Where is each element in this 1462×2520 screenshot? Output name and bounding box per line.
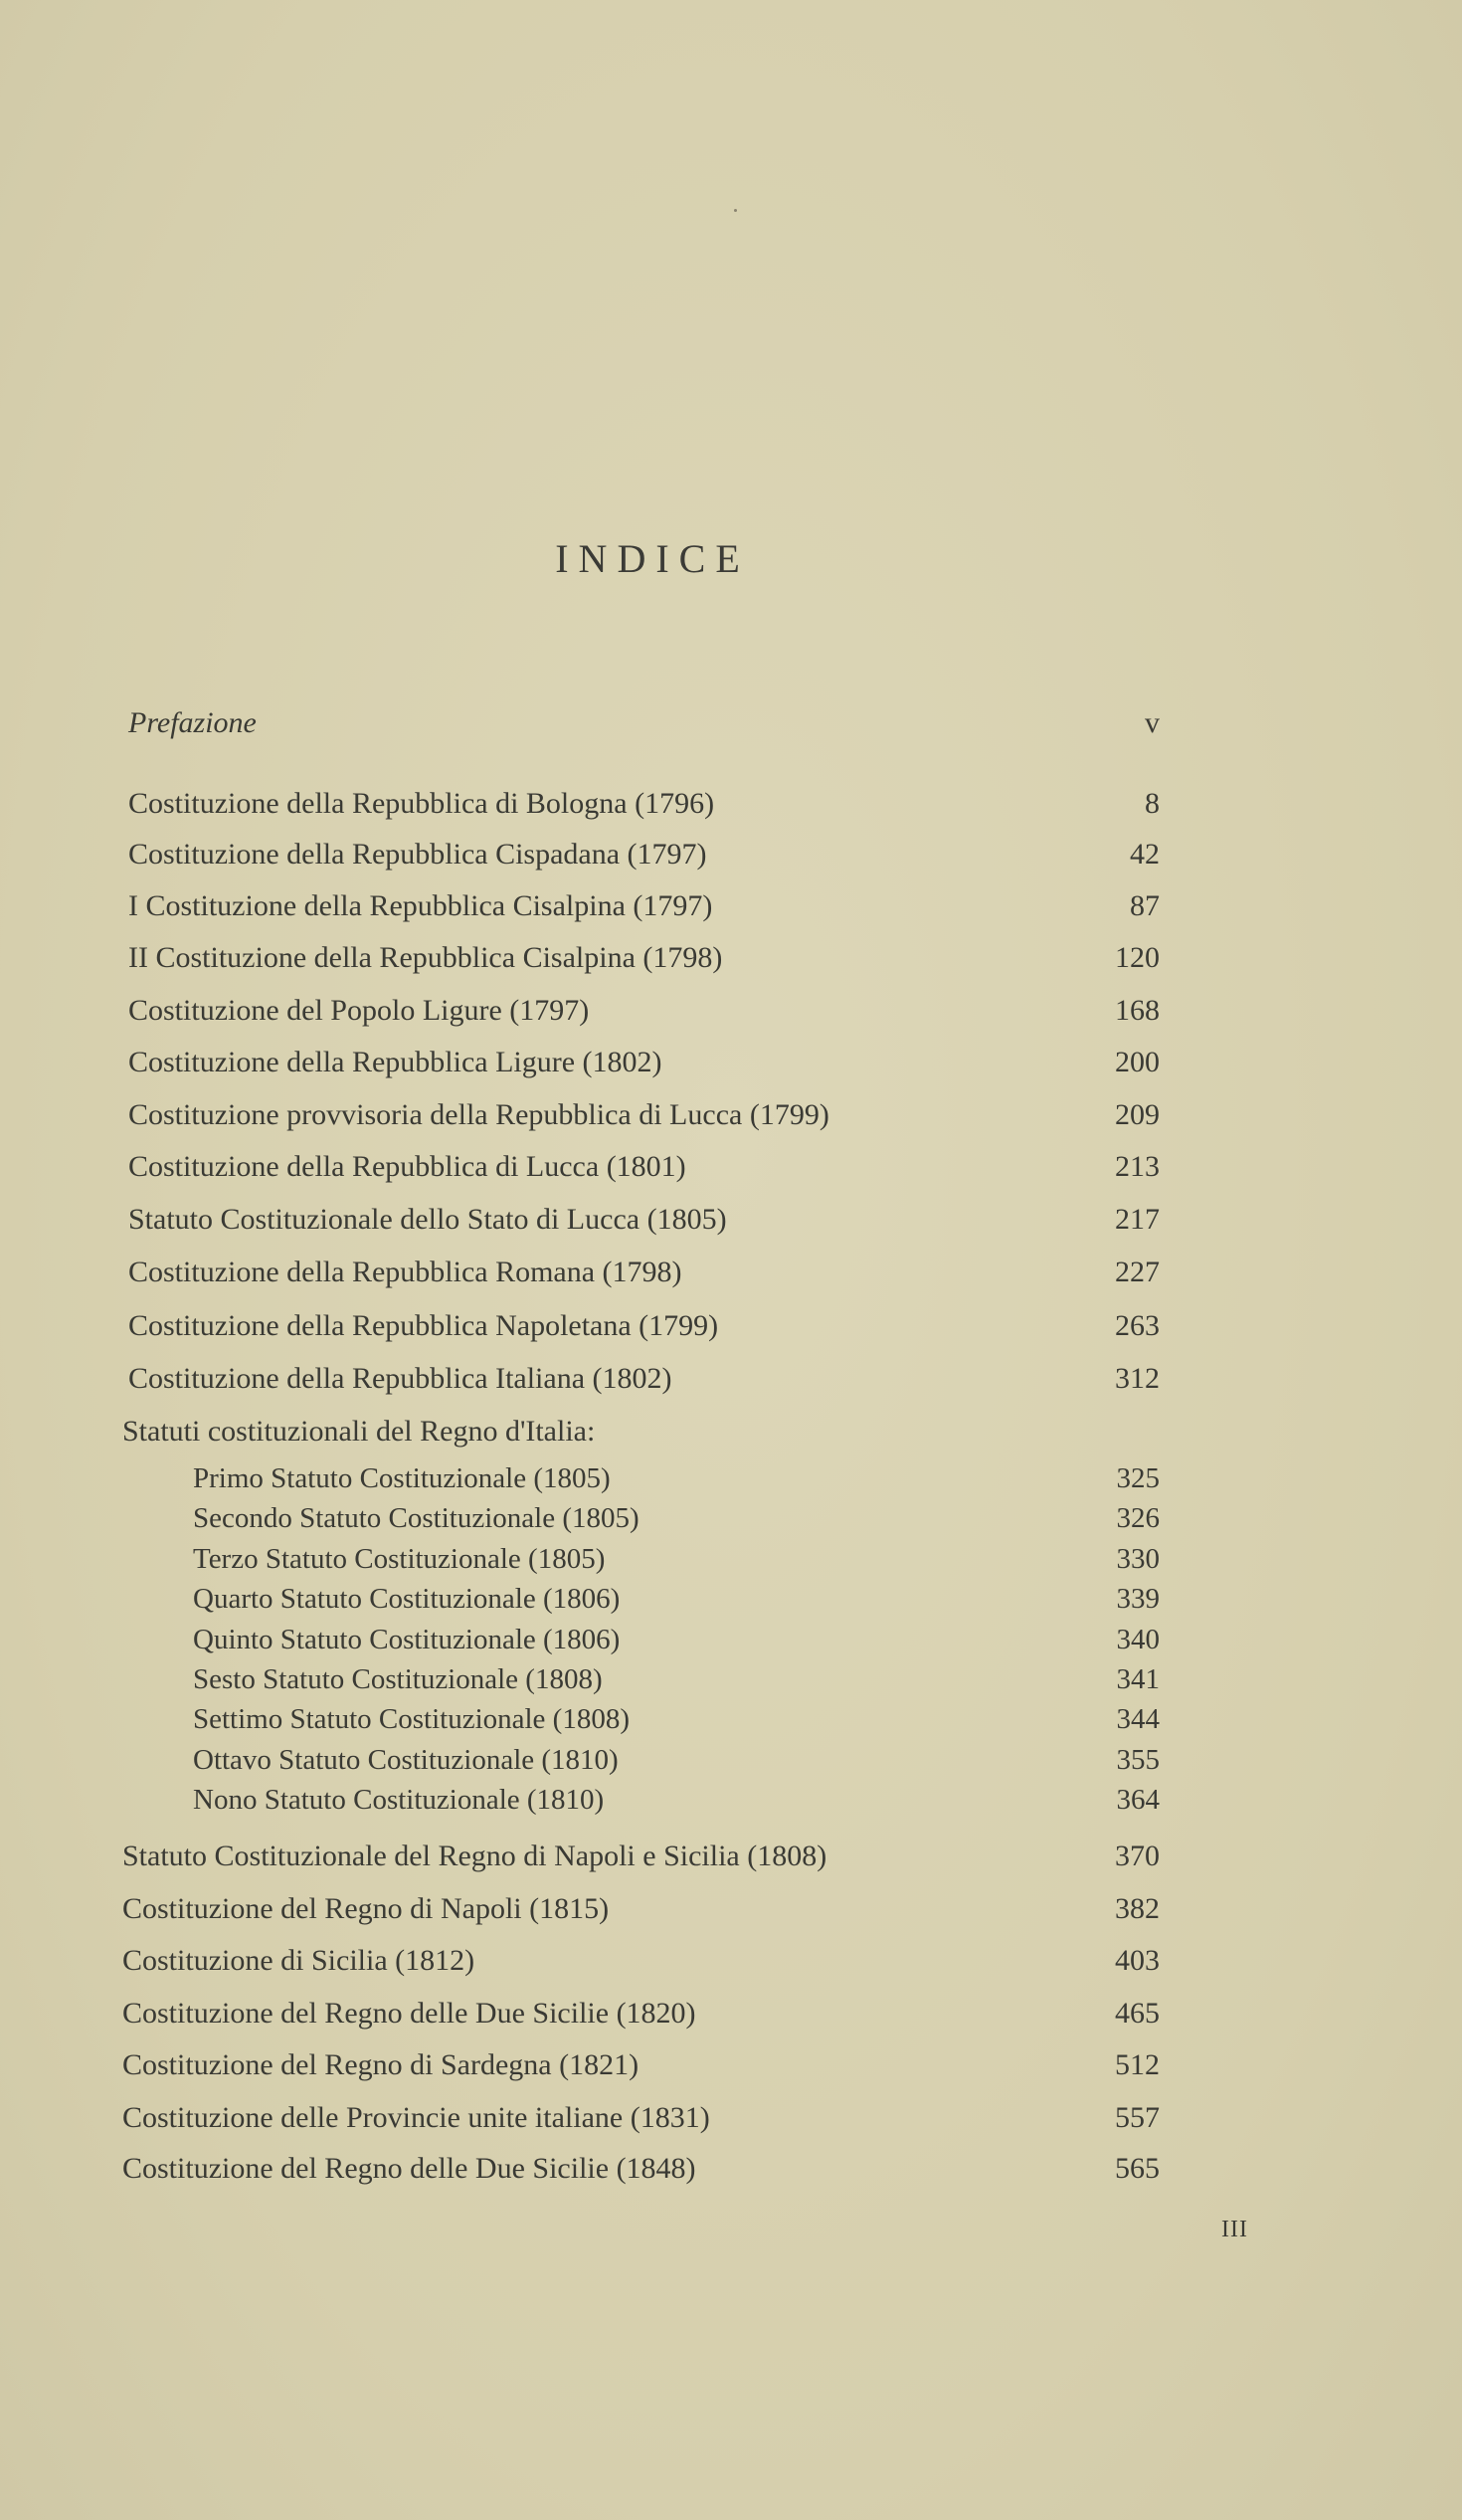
toc-entry-title: Costituzione della Repubblica di Bologna (1796) (128, 787, 715, 820)
toc-entry-page: 512 (1115, 2048, 1160, 2081)
toc-entry-page: v (1145, 706, 1160, 739)
toc-entry-page: 382 (1115, 1892, 1160, 1925)
toc-entry (128, 1308, 1160, 1344)
toc-entry-page: 8 (1145, 787, 1160, 820)
toc-entry-title: Nono Statuto Costituzionale (1810) (193, 1784, 605, 1816)
toc-entry (128, 888, 1160, 924)
toc-entry-page: 465 (1115, 1997, 1160, 2030)
toc-entry (128, 1255, 1160, 1290)
toc-entry-page: 403 (1115, 1944, 1160, 1977)
toc-entry (122, 1891, 1160, 1927)
toc-entry-page: 330 (1116, 1543, 1160, 1575)
toc-entry-title: Costituzione del Regno di Napoli (1815) (122, 1892, 610, 1925)
toc-entry-page: 364 (1116, 1784, 1160, 1816)
toc-entry-page: 312 (1115, 1362, 1160, 1395)
toc-entry (193, 1541, 1160, 1577)
toc-entry-title: II Costituzione della Repubblica Cisalpina (1798) (128, 941, 723, 974)
toc-entry-title: Statuto Costituzionale del Regno di Napoli e Sicilia (1808) (122, 1840, 827, 1872)
toc-entry-title: Costituzione del Regno di Sardegna (1821) (122, 2048, 640, 2081)
toc-entry (128, 1361, 1160, 1397)
toc-entry-page: 339 (1116, 1583, 1160, 1615)
toc-entry-title: Costituzione della Repubblica Romana (1798) (128, 1256, 682, 1288)
toc-entry-page: 344 (1116, 1703, 1160, 1735)
toc-entry (128, 940, 1160, 976)
toc-entry-title: Quarto Statuto Costituzionale (1806) (193, 1583, 621, 1615)
toc-entry-title: Costituzione delle Provincie unite italiane (1831) (122, 2101, 710, 2134)
toc-entry-page: 341 (1116, 1663, 1160, 1695)
toc-entry-title: Statuto Costituzionale dello Stato di Lucca (1805) (128, 1203, 727, 1236)
toc-entry-title: Costituzione del Popolo Ligure (1797) (128, 994, 590, 1027)
toc-entry (122, 1839, 1160, 1874)
toc-entry-page: 263 (1115, 1309, 1160, 1342)
toc-entry-page: 168 (1115, 994, 1160, 1027)
toc-entry-page: 340 (1116, 1624, 1160, 1655)
toc-entry (128, 993, 1160, 1029)
toc-entry (122, 2151, 1160, 2187)
toc-entry-page: 87 (1130, 889, 1160, 922)
toc-entry (122, 1414, 1160, 1450)
toc-entry-page: 326 (1116, 1502, 1160, 1534)
toc-entry-page: 213 (1115, 1150, 1160, 1183)
toc-entry (128, 1097, 1160, 1133)
toc-entry-title: Ottavo Statuto Costituzionale (1810) (193, 1744, 619, 1776)
toc-entry-title: Secondo Statuto Costituzionale (1805) (193, 1502, 640, 1534)
page-number: III (1221, 2217, 1248, 2242)
toc-entry-page: 355 (1116, 1744, 1160, 1776)
toc-entry-title: Costituzione di Sicilia (1812) (122, 1944, 475, 1977)
speck (734, 209, 737, 212)
toc-entry-title: Terzo Statuto Costituzionale (1805) (193, 1543, 606, 1575)
toc-entry (122, 1943, 1160, 1979)
toc-entry-title: Costituzione della Repubblica di Lucca (1801) (128, 1150, 686, 1183)
toc-entry (122, 2047, 1160, 2083)
toc-entry-page: 217 (1115, 1203, 1160, 1236)
toc-entry-page: 325 (1116, 1462, 1160, 1494)
toc-entry (193, 1742, 1160, 1778)
toc-entry (128, 1149, 1160, 1185)
toc-entry-title: Costituzione della Repubblica Italiana (1802) (128, 1362, 672, 1395)
toc-entry (193, 1500, 1160, 1536)
toc-entry (193, 1581, 1160, 1617)
toc-entry (193, 1661, 1160, 1697)
toc-entry-page: 120 (1115, 941, 1160, 974)
toc-entry (128, 786, 1160, 822)
toc-entry (193, 1622, 1160, 1657)
toc-entry-page: 370 (1115, 1840, 1160, 1872)
toc-entry-title: Settimo Statuto Costituzionale (1808) (193, 1703, 630, 1735)
toc-entry (193, 1460, 1160, 1496)
toc-entry (128, 705, 1160, 741)
toc-entry (128, 1045, 1160, 1080)
toc-entry (128, 837, 1160, 872)
toc-entry (122, 1996, 1160, 2032)
toc-entry-title: Costituzione della Repubblica Napoletana (1799) (128, 1309, 719, 1342)
toc-entry (128, 1202, 1160, 1238)
toc-entry-title: I Costituzione della Repubblica Cisalpina (1797) (128, 889, 713, 922)
toc-entry-page: 227 (1115, 1256, 1160, 1288)
toc-entry (122, 2100, 1160, 2136)
toc-entry-title: Costituzione della Repubblica Ligure (1802) (128, 1046, 662, 1078)
toc-entry-title: Primo Statuto Costituzionale (1805) (193, 1462, 611, 1494)
toc-entry-page: 42 (1130, 838, 1160, 871)
toc-entry-title: Prefazione (128, 706, 257, 739)
toc-entry (193, 1701, 1160, 1737)
toc-entry-page: 200 (1115, 1046, 1160, 1078)
toc-entry-title: Costituzione del Regno delle Due Sicilie (1848) (122, 2152, 696, 2185)
toc-entry-page: 209 (1115, 1098, 1160, 1131)
toc-entry-page: 557 (1115, 2101, 1160, 2134)
toc-entry-title: Statuti costituzionali del Regno d'Italia: (122, 1415, 596, 1448)
toc-entry-page: 565 (1115, 2152, 1160, 2185)
toc-entry (193, 1782, 1160, 1818)
toc-entry-title: Costituzione del Regno delle Due Sicilie (1820) (122, 1997, 696, 2030)
toc-entry-title: Sesto Statuto Costituzionale (1808) (193, 1663, 603, 1695)
page-title: INDICE (555, 536, 750, 581)
toc-entry-title: Quinto Statuto Costituzionale (1806) (193, 1624, 621, 1655)
toc-entry-title: Costituzione della Repubblica Cispadana (1797) (128, 838, 707, 871)
toc-entry-title: Costituzione provvisoria della Repubblica di Lucca (1799) (128, 1098, 829, 1131)
